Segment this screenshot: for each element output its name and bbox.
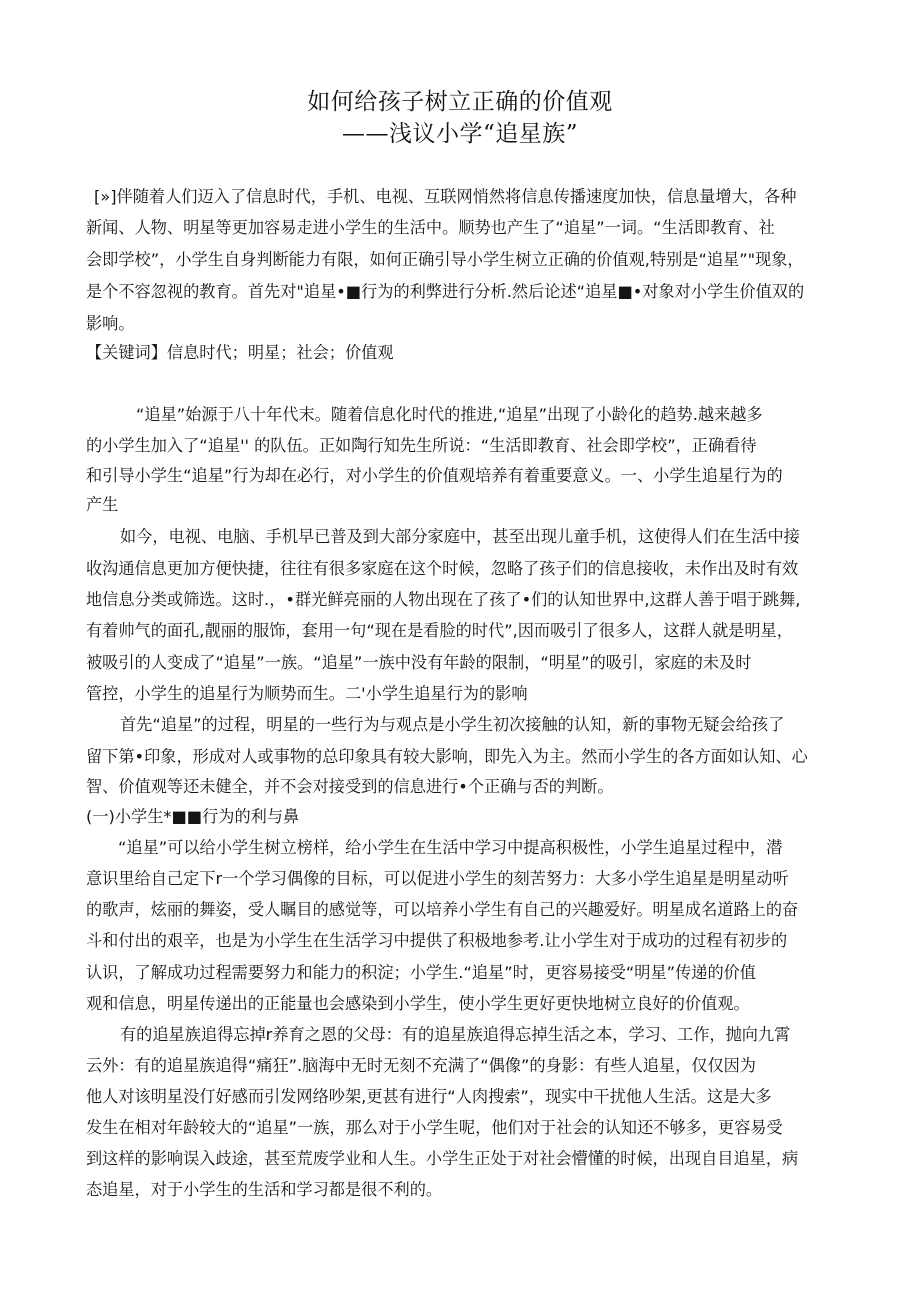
document-subtitle: ——浅议小学“追星族” xyxy=(341,121,579,147)
body-line: 和引导小学生“追星”行为却在必行，对小学生的价值观培养有着重要意义。一、小学生追星行为的 xyxy=(86,466,783,485)
body-line: 智、价值观等还未健全，并不会对接受到的信息进行•个正确与否的判断。 xyxy=(86,777,614,796)
abstract-line: 是个不容忽视的教育。首先对"追星•■行为的利弊进行分析.然后论述“追星■•对象对小学生价值双的 xyxy=(86,282,805,301)
body-line: 留下第•印象，形成对人或事物的总印象具有较大影响，即先入为主。然而小学生的各方面如认知、心 xyxy=(86,747,808,766)
body-line: 认识，了解成功过程需要努力和能力的积淀；小学生.“追星”时，更容易接受“明星”传递的价值 xyxy=(86,963,756,982)
body-line: “追星”始源于八十年代末。随着信息化时代的推进,“追星”出现了小龄化的趋势.越来越多 xyxy=(136,405,763,424)
body-line: 的歌声，炫丽的舞姿，受人瞩目的感觉等，可以培养小学生有自己的兴趣爱好。明星成名道路上的奋 xyxy=(86,900,799,919)
body-line: 云外：有的追星族追得“痛狂”.脑海中无时无刻不充满了“偶像”的身影：有些人追星，仅仅因为 xyxy=(86,1056,756,1075)
body-line: 观和信息，明星传递出的正能量也会感染到小学生，使小学生更好更快地树立良好的价值观。 xyxy=(86,994,750,1013)
body-line: 有的追星族追得忘掉r养育之恩的父母：有的追星族追得忘掉生活之本，学习、工作，抛向九霄 xyxy=(120,1025,791,1044)
body-line: 如今，电视、电脑、手机早已普及到大部分家庭中，甚至出现儿童手机，这使得人们在生活中接 xyxy=(120,527,800,546)
body-line: 发生在相对年龄较大的“追星”一族，那么对于小学生呢，他们对于社会的认知还不够多，更容易受 xyxy=(86,1118,783,1137)
body-line: 有着帅气的面孔,靓丽的服饰，套用一句“现在是看脸的时代”,因而吸引了很多人，这群人就是明星， xyxy=(86,621,793,640)
body-line: 意识里给自己定下r一个学习偶像的目标，可以促进小学生的刻苦努力：大多小学生追星是明星动听 xyxy=(86,869,789,888)
abstract-line: 新闻、人物、明星等更加容易走进小学生的生活中。顺势也产生了“追星”一词。“生活即教育、社 xyxy=(86,218,775,237)
body-line: 斗和付出的艰辛，也是为小学生在生活学习中提供了积极地参考.让小学生对于成功的过程有初步的 xyxy=(86,931,788,950)
document-title: 如何给孩子树立正确的价值观 xyxy=(307,89,613,115)
abstract-line: 会即学校”，小学生自身判断能力有限，如何正确引导小学生树立正确的价值观,特别是“追星”"现象， xyxy=(86,250,804,269)
abstract-line: [»]伴随着人们迈入了信息时代，手机、电视、互联网悄然将信息传播速度加快，信息量增大，各种 xyxy=(94,187,797,206)
title-block xyxy=(0,86,920,150)
body-line: 首先“追星”的过程，明星的一些行为与观点是小学生初次接触的认知，新的事物无疑会给孩了 xyxy=(120,715,785,734)
body-line: 被吸引的人变成了“追星”一族。“追星”一族中没有年龄的限制，“明星”的吸引，家庭的未及时 xyxy=(86,653,752,672)
keywords-line: 【关键词】信息时代；明星；社会；价值观 xyxy=(86,343,394,362)
body-line: 态追星，对于小学生的生活和学习都是很不利的。 xyxy=(86,1180,443,1199)
body-line: 到这样的影响误入歧途，甚至荒废学业和人生。小学生正处于对社会懵懂的时候，出现自目追星，病 xyxy=(86,1149,799,1168)
abstract-line: 影响。 xyxy=(86,314,135,333)
section-heading: (一)小学生*■■行为的利与鼻 xyxy=(86,807,300,826)
body-line: 收沟通信息更加方便快捷，往往有很多家庭在这个时候，忽略了孩子们的信息接收，未作出及时有效 xyxy=(86,559,799,578)
body-line: 管控，小学生的追星行为顺势而生。二'小学生追星行为的影响 xyxy=(86,684,528,703)
body-line: 产生 xyxy=(86,495,119,514)
body-line: “追星”可以给小学生树立榜样，给小学生在生活中学习中提高积极性，小学生追星过程中，潜 xyxy=(118,838,783,857)
body-line: 的小学生加入了“追星'' 的队伍。正如陶行知先生所说：“生活即教育、社会即学校”，正确看待 xyxy=(86,436,757,455)
body-line: 地信息分类或筛选。这时.，•群光鲜亮丽的人物出现在了孩了•们的认知世界中,这群人善于唱于跳舞, xyxy=(86,590,801,609)
body-line: 他人对该明星没仃好感而引发网络吵架,更甚有进行“人肉搜索”，现实中干扰他人生活。这是大多 xyxy=(86,1087,772,1106)
